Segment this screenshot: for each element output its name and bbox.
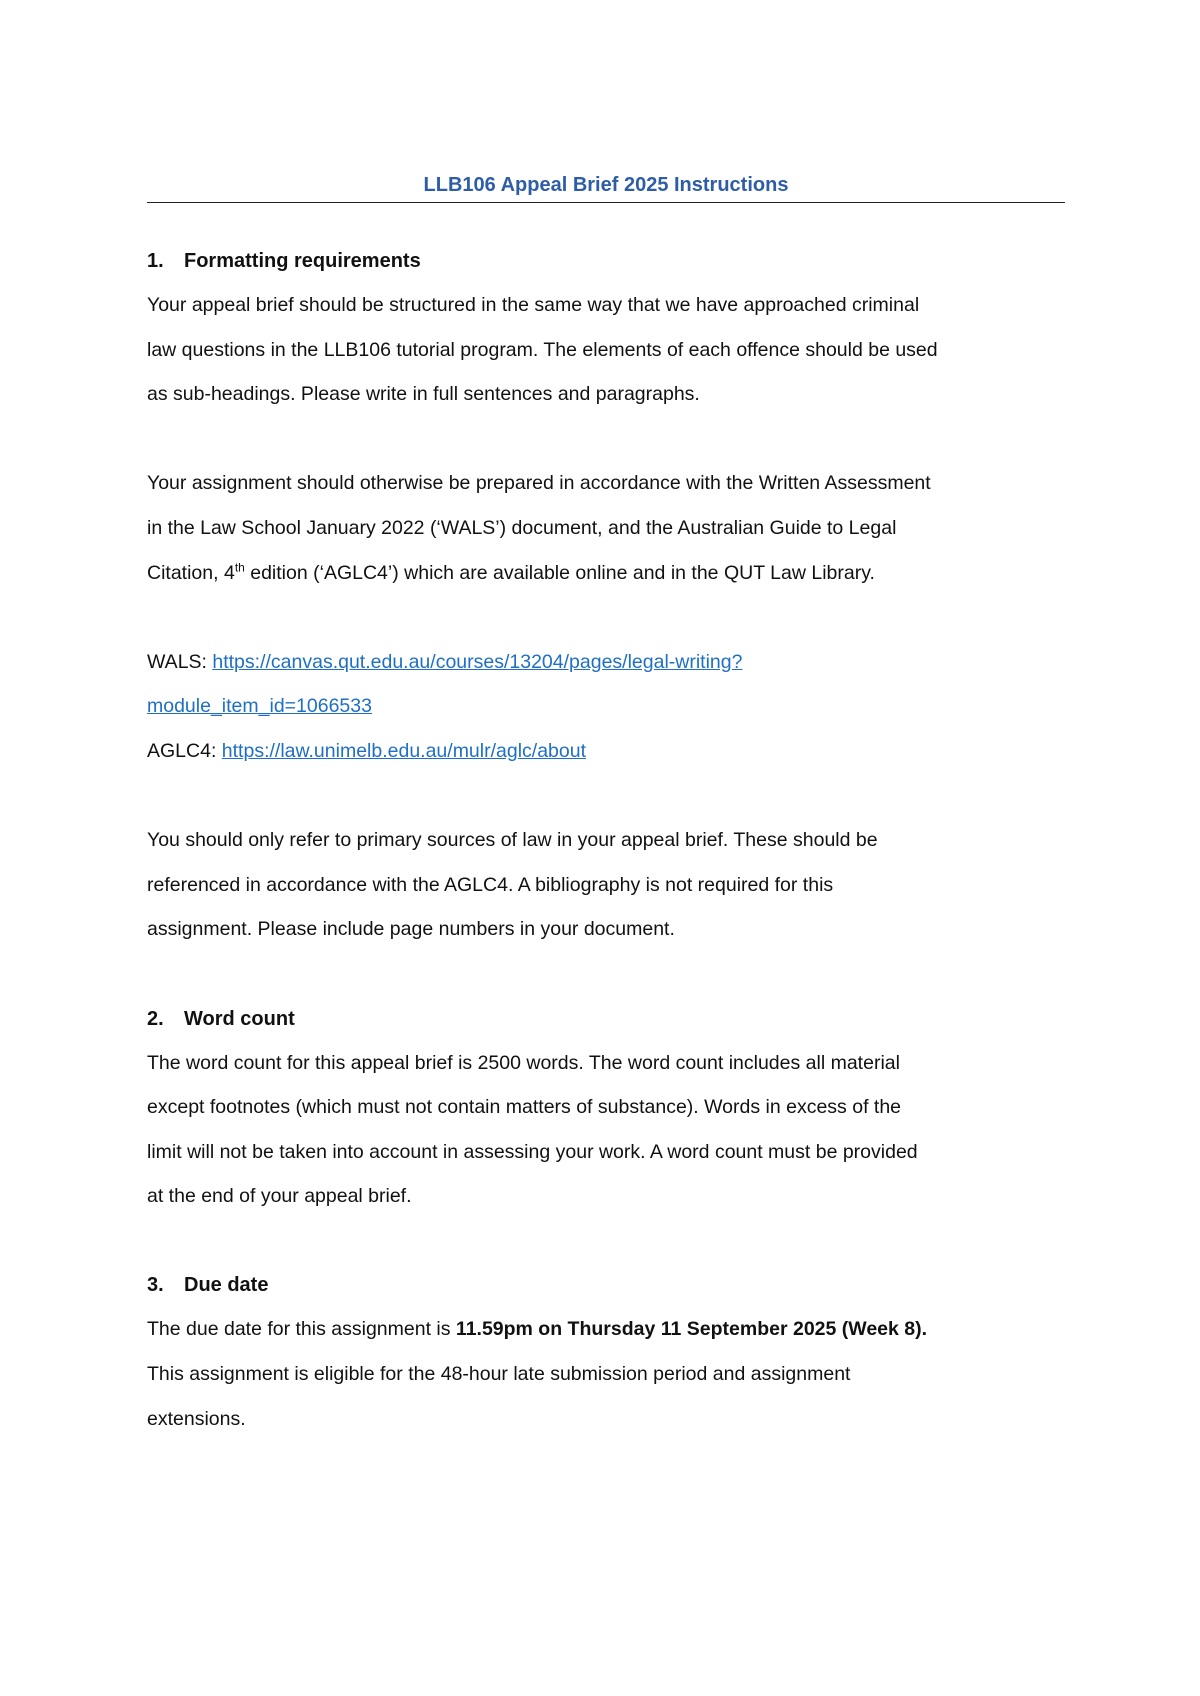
paragraph-line: Your appeal brief should be structured in the same way that we have approached criminal bbox=[147, 294, 920, 316]
text-fragment: edition (‘AGLC4’) which are available online and in the QUT Law Library. bbox=[244, 561, 875, 584]
paragraph-line: as sub-headings. Please write in full sentences and paragraphs. bbox=[147, 383, 700, 406]
document-page bbox=[147, 170, 1065, 1441]
wals-label: WALS: bbox=[147, 650, 213, 673]
aglc-label: AGLC4: bbox=[147, 739, 222, 762]
wals-reference-cont bbox=[147, 684, 1065, 729]
wals-link-cont[interactable]: module_item_id=1066533 bbox=[147, 695, 372, 718]
aglc-link[interactable]: https://law.unimelb.edu.au/mulr/aglc/about bbox=[221, 739, 587, 762]
section-number: 2. bbox=[147, 1007, 164, 1030]
paragraph-line: Your assignment should otherwise be prepared in accordance with the Written Assessment bbox=[147, 472, 931, 495]
paragraph-line: limit will not be taken into account in assessing your work. A word count must be provided bbox=[147, 1140, 918, 1163]
paragraph-line: This assignment is eligible for the 48-hour late submission period and assignment bbox=[147, 1363, 851, 1386]
paragraph-line: except footnotes (which must not contain matters of substance). Words in excess of the bbox=[147, 1096, 902, 1119]
wals-link[interactable]: https://canvas.qut.edu.au/courses/13204/pages/legal-writing? bbox=[212, 650, 743, 673]
section-title: Due date bbox=[184, 1274, 269, 1297]
paragraph-line: in the Law School January 2022 (‘WALS’) document, and the Australian Guide to Legal bbox=[147, 516, 897, 539]
section-word-count bbox=[147, 997, 1065, 1219]
text-fragment: Citation, 4 bbox=[147, 561, 235, 584]
section-heading bbox=[147, 1263, 1065, 1307]
paragraph-line: extensions. bbox=[147, 1407, 246, 1430]
section-number: 1. bbox=[147, 250, 164, 272]
due-date-emphasis: 11.59pm on Thursday 11 September 2025 (Week 8). bbox=[455, 1318, 928, 1341]
section-heading bbox=[147, 997, 1065, 1041]
section-due-date bbox=[147, 1263, 1065, 1441]
paragraph-line: at the end of your appeal brief. bbox=[147, 1185, 412, 1208]
superscript: th bbox=[234, 560, 245, 575]
section-title: Word count bbox=[184, 1007, 295, 1030]
section-number: 3. bbox=[147, 1274, 164, 1297]
text-fragment: The due date for this assignment is bbox=[147, 1318, 456, 1341]
paragraph-line: The word count for this appeal brief is 2500 words. The word count includes all material bbox=[147, 1051, 900, 1074]
aglc-reference bbox=[147, 729, 1065, 774]
paragraph-line: You should only refer to primary sources of law in your appeal brief. These should be bbox=[147, 829, 878, 852]
paragraph-line: referenced in accordance with the AGLC4. A bibliography is not required for this bbox=[147, 873, 834, 896]
paragraph-line bbox=[147, 1307, 1065, 1352]
section-heading bbox=[147, 239, 1065, 283]
section-formatting-requirements bbox=[147, 239, 1065, 952]
section-title: Formatting requirements bbox=[184, 250, 421, 272]
paragraph-line: law questions in the LLB106 tutorial program. The elements of each offence should be used bbox=[147, 338, 938, 361]
paragraph-line: assignment. Please include page numbers in your document. bbox=[147, 918, 675, 941]
document-title: LLB106 Appeal Brief 2025 Instructions bbox=[147, 170, 1065, 203]
wals-reference bbox=[147, 640, 1065, 685]
paragraph-line bbox=[147, 551, 1065, 596]
